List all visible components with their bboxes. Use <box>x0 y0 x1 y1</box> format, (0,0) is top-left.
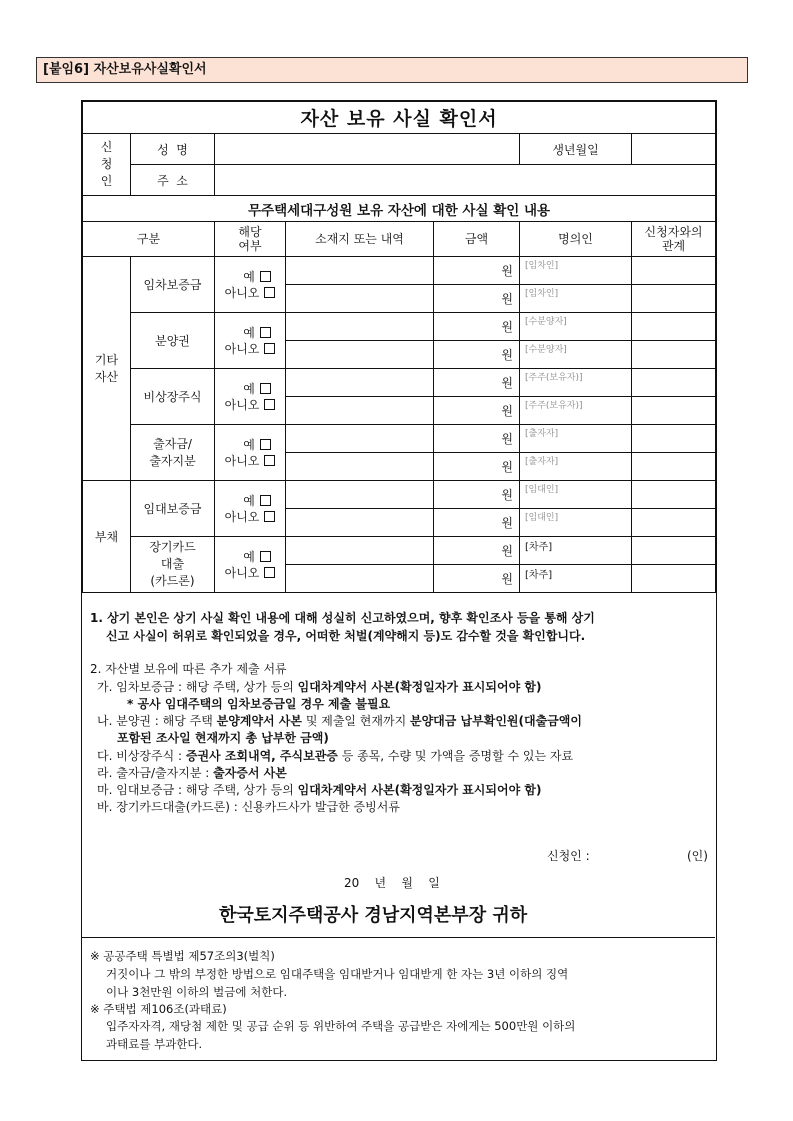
col-header-category: 구분 <box>83 222 215 257</box>
location-field[interactable] <box>286 285 434 313</box>
law1-title: ※ 공공주택 특별법 제57조의3(벌칙) <box>90 949 275 963</box>
amount-field[interactable]: 원 <box>434 257 520 285</box>
holder-field[interactable]: [차주] <box>520 537 632 565</box>
relation-field[interactable] <box>632 313 716 341</box>
holder-field[interactable]: [임대인] <box>520 481 632 509</box>
amount-field[interactable]: 원 <box>434 537 520 565</box>
seal-mark: (인) <box>687 849 708 863</box>
yes-checkbox[interactable] <box>260 439 271 450</box>
amount-field[interactable]: 원 <box>434 397 520 425</box>
col-header-relation: 신청자와의 관계 <box>632 222 716 257</box>
birth-label: 생년월일 <box>520 134 632 165</box>
applicable-choice[interactable]: 예 아니오 <box>215 481 286 537</box>
relation-field[interactable] <box>632 397 716 425</box>
no-checkbox[interactable] <box>264 567 275 578</box>
location-field[interactable] <box>286 369 434 397</box>
pledge-line-1: 1. 상기 본인은 상기 사실 확인 내용에 대해 성실히 신고하였으며, 향후 확인조사 등을 통해 상기 <box>90 611 595 625</box>
location-field[interactable] <box>286 481 434 509</box>
amount-field[interactable]: 원 <box>434 425 520 453</box>
address-label: 주 소 <box>131 165 215 196</box>
amount-field[interactable]: 원 <box>434 565 520 593</box>
applicant-sign-label: 신청인 : <box>547 849 590 863</box>
applicable-choice[interactable]: 예 아니오 <box>215 313 286 369</box>
relation-field[interactable] <box>632 369 716 397</box>
relation-field[interactable] <box>632 257 716 285</box>
holder-field[interactable]: [수분양자] <box>520 341 632 369</box>
holder-field[interactable]: [수분양자] <box>520 313 632 341</box>
applicable-choice[interactable]: 예 아니오 <box>215 425 286 481</box>
applicable-choice[interactable]: 예 아니오 <box>215 369 286 425</box>
no-checkbox[interactable] <box>264 455 275 466</box>
doc-item-da: 다. 비상장주식 : 증권사 조회내역, 주식보관증 등 종목, 수량 및 가액을 증명할 수 있는 자료 <box>97 749 574 763</box>
col-header-holder: 명의인 <box>520 222 632 257</box>
holder-field[interactable]: [출자자] <box>520 453 632 481</box>
law2-title: ※ 주택법 제106조(과태료) <box>90 1002 227 1016</box>
law1-line2: 이나 3천만원 이하의 벌금에 처한다. <box>106 985 288 999</box>
form-title: 자산 보유 사실 확인서 <box>83 102 716 134</box>
amount-field[interactable]: 원 <box>434 481 520 509</box>
amount-field[interactable]: 원 <box>434 369 520 397</box>
holder-field[interactable]: [출자자] <box>520 425 632 453</box>
applicable-choice[interactable]: 예 아니오 <box>215 257 286 313</box>
location-field[interactable] <box>286 537 434 565</box>
location-field[interactable] <box>286 397 434 425</box>
no-checkbox[interactable] <box>264 287 275 298</box>
asset-confirmation-form <box>81 100 717 1061</box>
item-label-unlisted-stock: 비상장주식 <box>131 369 215 425</box>
amount-field[interactable]: 원 <box>434 285 520 313</box>
doc-item-ra: 라. 출자금/출자지분 : 출자증서 사본 <box>97 766 287 780</box>
group-other-assets: 기타 자산 <box>83 257 131 481</box>
relation-field[interactable] <box>632 509 716 537</box>
doc-item-na: 나. 분양권 : 해당 주택 분양계약서 사본 및 제출일 현재까지 분양대금 납부확인원(대출금액이 <box>97 714 582 728</box>
location-field[interactable] <box>286 341 434 369</box>
name-label: 성 명 <box>131 134 215 165</box>
location-field[interactable] <box>286 565 434 593</box>
pledge-line-2: 신고 사실이 허위로 확인되었을 경우, 어떠한 처벌(계약해지 등)도 감수할 것을 확인합니다. <box>106 629 586 643</box>
relation-field[interactable] <box>632 425 716 453</box>
location-field[interactable] <box>286 509 434 537</box>
amount-field[interactable]: 원 <box>434 341 520 369</box>
item-label-rental-deposit: 임대보증금 <box>131 481 215 537</box>
relation-field[interactable] <box>632 285 716 313</box>
address-field[interactable] <box>215 165 716 196</box>
holder-field[interactable]: [임차인] <box>520 257 632 285</box>
law2-line2: 과태료를 부과한다. <box>106 1037 203 1051</box>
footer-divider <box>82 937 715 938</box>
doc-item-ga-note: * 공사 임대주택의 임차보증금일 경우 제출 불필요 <box>127 697 391 711</box>
section-subheading: 무주택세대구성원 보유 자산에 대한 사실 확인 내용 <box>83 196 716 222</box>
amount-field[interactable]: 원 <box>434 313 520 341</box>
doc-item-na-line2: 포함된 조사일 현재까지 총 납부한 금액) <box>117 731 329 745</box>
yes-checkbox[interactable] <box>260 271 271 282</box>
no-checkbox[interactable] <box>264 511 275 522</box>
location-field[interactable] <box>286 313 434 341</box>
item-label-presale: 분양권 <box>131 313 215 369</box>
doc-item-ba: 바. 장기카드대출(카드론) : 신용카드사가 발급한 증빙서류 <box>97 800 400 814</box>
asset-table <box>82 101 716 593</box>
holder-field[interactable]: [차주] <box>520 565 632 593</box>
amount-field[interactable]: 원 <box>434 509 520 537</box>
notes-section <box>82 599 715 937</box>
holder-field[interactable]: [주주(보유자)] <box>520 397 632 425</box>
item-label-investment: 출자금/ 출자지분 <box>131 425 215 481</box>
item-label-lease-deposit: 임차보증금 <box>131 257 215 313</box>
col-header-amount: 금액 <box>434 222 520 257</box>
group-liabilities: 부채 <box>83 481 131 593</box>
applicable-choice[interactable]: 예 아니오 <box>215 537 286 593</box>
no-checkbox[interactable] <box>264 343 275 354</box>
recipient: 한국토지주택공사 경남지역본부장 귀하 <box>219 905 528 926</box>
law1-line1: 거짓이나 그 밖의 부정한 방법으로 임대주택을 임대받거나 임대받게 한 자는 3년 이하의 징역 <box>106 967 569 981</box>
location-field[interactable] <box>286 425 434 453</box>
col-header-location: 소재지 또는 내역 <box>286 222 434 257</box>
holder-field[interactable]: [주주(보유자)] <box>520 369 632 397</box>
birth-field[interactable] <box>632 134 716 165</box>
no-checkbox[interactable] <box>264 399 275 410</box>
location-field[interactable] <box>286 257 434 285</box>
relation-field[interactable] <box>632 537 716 565</box>
relation-field[interactable] <box>632 453 716 481</box>
doc-item-ma: 마. 임대보증금 : 해당 주택, 상가 등의 임대차계약서 사본(확정일자가 표시되어야 함) <box>97 783 542 797</box>
applicant-section-label: 신 청 인 <box>83 134 131 196</box>
yes-checkbox[interactable] <box>260 383 271 394</box>
yes-checkbox[interactable] <box>260 551 271 562</box>
relation-field[interactable] <box>632 341 716 369</box>
holder-field[interactable]: [임대인] <box>520 509 632 537</box>
relation-field[interactable] <box>632 481 716 509</box>
date-line: 20 년 월 일 <box>344 876 440 890</box>
relation-field[interactable] <box>632 565 716 593</box>
documents-title: 2. 자산별 보유에 따른 추가 제출 서류 <box>90 662 287 676</box>
item-label-card-loan: 장기카드 대출 (카드론) <box>131 537 215 593</box>
location-field[interactable] <box>286 453 434 481</box>
col-header-applicable: 해당 여부 <box>215 222 286 257</box>
attachment-label: [붙임6] 자산보유사실확인서 <box>36 57 748 83</box>
name-field[interactable] <box>215 134 520 165</box>
holder-field[interactable]: [임차인] <box>520 285 632 313</box>
yes-checkbox[interactable] <box>260 495 271 506</box>
amount-field[interactable]: 원 <box>434 453 520 481</box>
doc-item-ga: 가. 임차보증금 : 해당 주택, 상가 등의 임대차계약서 사본(확정일자가 표시되어야 함) <box>97 680 542 694</box>
yes-checkbox[interactable] <box>260 327 271 338</box>
law2-line1: 입주자자격, 재당첨 제한 및 공급 순위 등 위반하여 주택을 공급받은 자에게는 500만원 이하의 <box>106 1019 576 1033</box>
